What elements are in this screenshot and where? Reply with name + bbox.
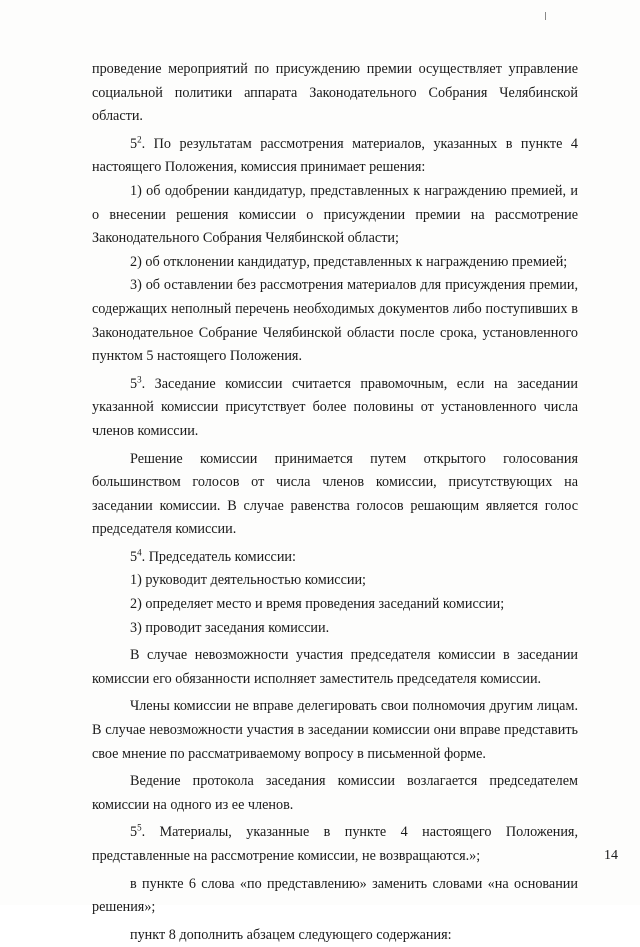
document-body [92, 58, 578, 947]
list-item-reject: 2) об отклонении кандидатур, представленных к награждению премией; [130, 253, 568, 270]
list-item-leave: 3) об оставлении без рассмотрения материалов для присуждения премии, содержащих неполный перечень необходимых документов либо поступивших в Законодательное Собрание Челябинской области после срока, установленного пунктом 5 настоящего Положения. [92, 277, 578, 365]
paragraph-5-2: $5^2$. По результатам рассмотрения материалов, указанных в пункте 4 настоящего Положения, комиссия принимает решения: [92, 134, 578, 176]
paragraph-5-4: $5^4$. Председатель комиссии: [130, 547, 296, 565]
paragraph-5-3: $5^3$. Заседание комиссии считается правомочным, если на заседании указанной комиссии присутствует более половины от установленного числа членов комиссии. [92, 373, 578, 439]
paragraph-protocol: Ведение протокола заседания комиссии возлагается председателем комиссии на одного из ее членов. [92, 773, 578, 813]
list-item-manages: 1) руководит деятельностью комиссии; [130, 572, 367, 589]
paragraph-voting: Решение комиссии принимается путем открытого голосования большинством голосов от числа членов комиссии, присутствующих на заседании комиссии. В случае равенства голосов решающим является голос председателя комиссии. [92, 450, 578, 538]
paragraph-intro: проведение мероприятий по присуждению премии осуществляет управление социальной политики аппарата Законодательного Собрания Челябинской области. [92, 61, 578, 125]
list-item-conducts: 3) проводит заседания комиссии. [130, 619, 330, 636]
page-number: 14 [604, 848, 618, 863]
paragraph-item-8: пункт 8 дополнить абзацем следующего содержания: [130, 926, 452, 943]
paragraph-item-6: в пункте 6 слова «по представлению» заменить словами «на основании решения»; [92, 875, 578, 916]
paragraph-members: Члены комиссии не вправе делегировать свои полномочия другим лицам. В случае невозможности участия в заседании комиссии они вправе представить свое мнение по рассматриваемому вопросу в письменной форме. [92, 698, 578, 762]
paragraph-5-5: $5^5$. Материалы, указанные в пункте 4 настоящего Положения, представленные на рассмотрение комиссии, не возвращаются.»; [92, 822, 578, 864]
scan-speck [545, 12, 546, 20]
list-item-approve: 1) об одобрении кандидатур, представленных к награждению премией, и о внесении решения комиссии о присуждении премии на рассмотрение Законодательного Собрания Челябинской области; [92, 182, 578, 247]
list-item-defines: 2) определяет место и время проведения заседаний комиссии; [130, 596, 505, 613]
paragraph-deputy: В случае невозможности участия председателя комиссии в заседании комиссии его обязанности исполняет заместитель председателя комиссии. [92, 647, 578, 687]
